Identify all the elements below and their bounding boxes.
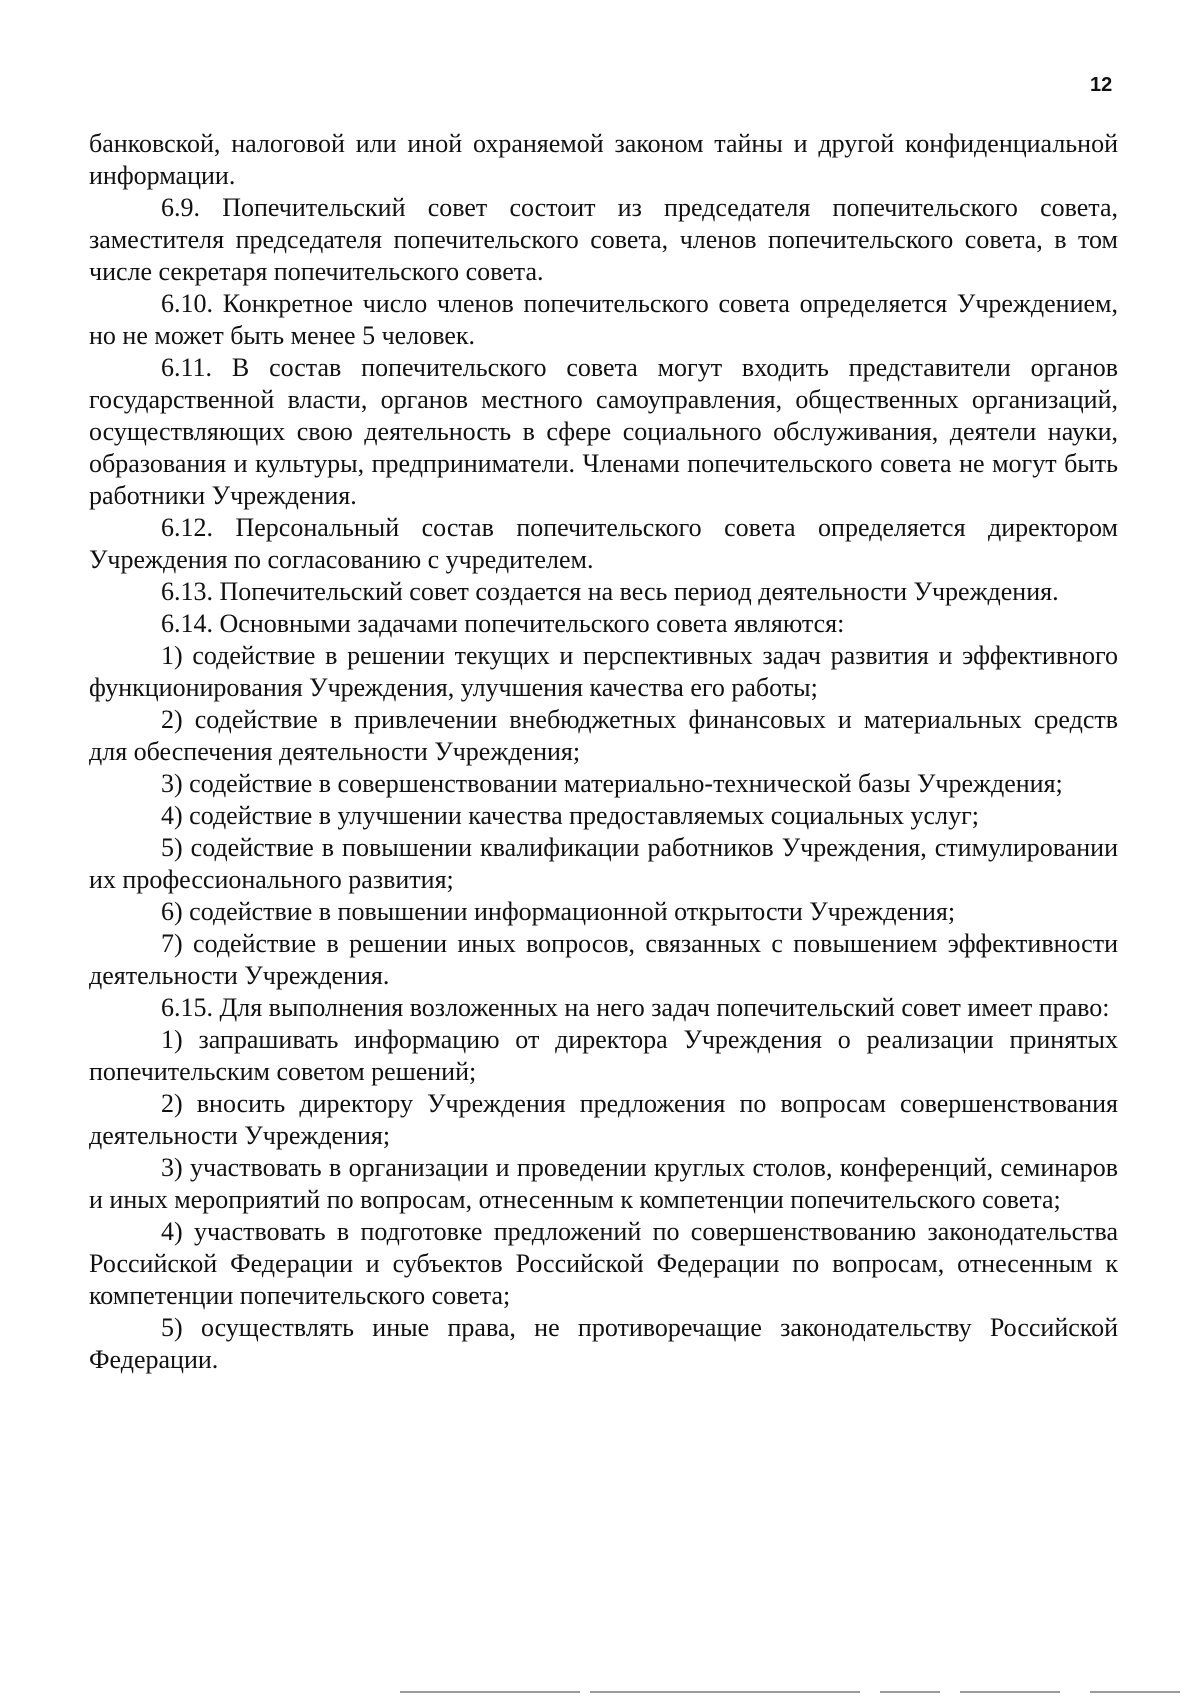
clause-6-10: 6.10. Конкретное число членов попечительского совета определяется Учреждением, но не может быть менее 5 человек. xyxy=(89,289,1118,350)
clause-6-9: 6.9. Попечительский совет состоит из председателя попечительского совета, заместителя председателя попечительского совета, членов попечительского совета, в том числе секретаря попечительского совета. xyxy=(89,193,1118,286)
right-item-4: 4) участвовать в подготовке предложений по совершенствованию законодательства Российской Федерации и субъектов Российской Федерации по вопросам, отнесенным к компетенции попечительского совета; xyxy=(89,1217,1118,1310)
scan-artifact-line xyxy=(880,1691,940,1693)
clause-6-12: 6.12. Персональный состав попечительского совета определяется директором Учреждения по согласованию с учредителем. xyxy=(89,513,1118,574)
clause-6-15: 6.15. Для выполнения возложенных на него задач попечительский совет имеет право: xyxy=(161,993,1110,1022)
right-item-2: 2) вносить директору Учреждения предложения по вопросам совершенствования деятельности Учреждения; xyxy=(89,1089,1118,1150)
right-item-1: 1) запрашивать информацию от директора Учреждения о реализации принятых попечительским советом решений; xyxy=(89,1025,1118,1086)
scan-artifact-line xyxy=(400,1691,580,1693)
right-item-3: 3) участвовать в организации и проведении круглых столов, конференций, семинаров и иных мероприятий по вопросам, отнесенным к компетенции попечительского совета; xyxy=(89,1153,1118,1214)
scan-artifact-line xyxy=(960,1691,1060,1693)
document-body xyxy=(89,128,1118,1376)
task-item-3: 3) содействие в совершенствовании материально-технической базы Учреждения; xyxy=(161,769,1063,798)
paragraph-continuation: банковской, налоговой или иной охраняемой законом тайны и другой конфиденциальной информации. xyxy=(89,129,1118,190)
task-item-4: 4) содействие в улучшении качества предоставляемых социальных услуг; xyxy=(161,801,979,830)
page-number: 12 xyxy=(1090,74,1113,96)
task-item-1: 1) содействие в решении текущих и перспективных задач развития и эффективного функционирования Учреждения, улучшения качества его работы; xyxy=(89,641,1118,702)
clause-6-14: 6.14. Основными задачами попечительского совета являются: xyxy=(161,609,845,638)
clause-6-13: 6.13. Попечительский совет создается на весь период деятельности Учреждения. xyxy=(161,577,1059,606)
right-item-5: 5) осуществлять иные права, не противоречащие законодательству Российской Федерации. xyxy=(89,1313,1118,1374)
task-item-2: 2) содействие в привлечении внебюджетных финансовых и материальных средств для обеспечения деятельности Учреждения; xyxy=(89,705,1118,766)
clause-6-11: 6.11. В состав попечительского совета могут входить представители органов государственной власти, органов местного самоуправления, общественных организаций, осуществляющих свою деятельность в сфере социального обслуживания, деятели науки, образования и культуры, предприниматели. Членами попечительского совета не могут быть работники Учреждения. xyxy=(89,353,1118,510)
task-item-5: 5) содействие в повышении квалификации работников Учреждения, стимулировании их профессионального развития; xyxy=(89,833,1118,894)
scan-artifact-line xyxy=(590,1691,860,1693)
task-item-7: 7) содействие в решении иных вопросов, связанных с повышением эффективности деятельности Учреждения. xyxy=(89,929,1118,990)
task-item-6: 6) содействие в повышении информационной открытости Учреждения; xyxy=(161,897,956,926)
scan-artifact-line xyxy=(1090,1691,1180,1693)
